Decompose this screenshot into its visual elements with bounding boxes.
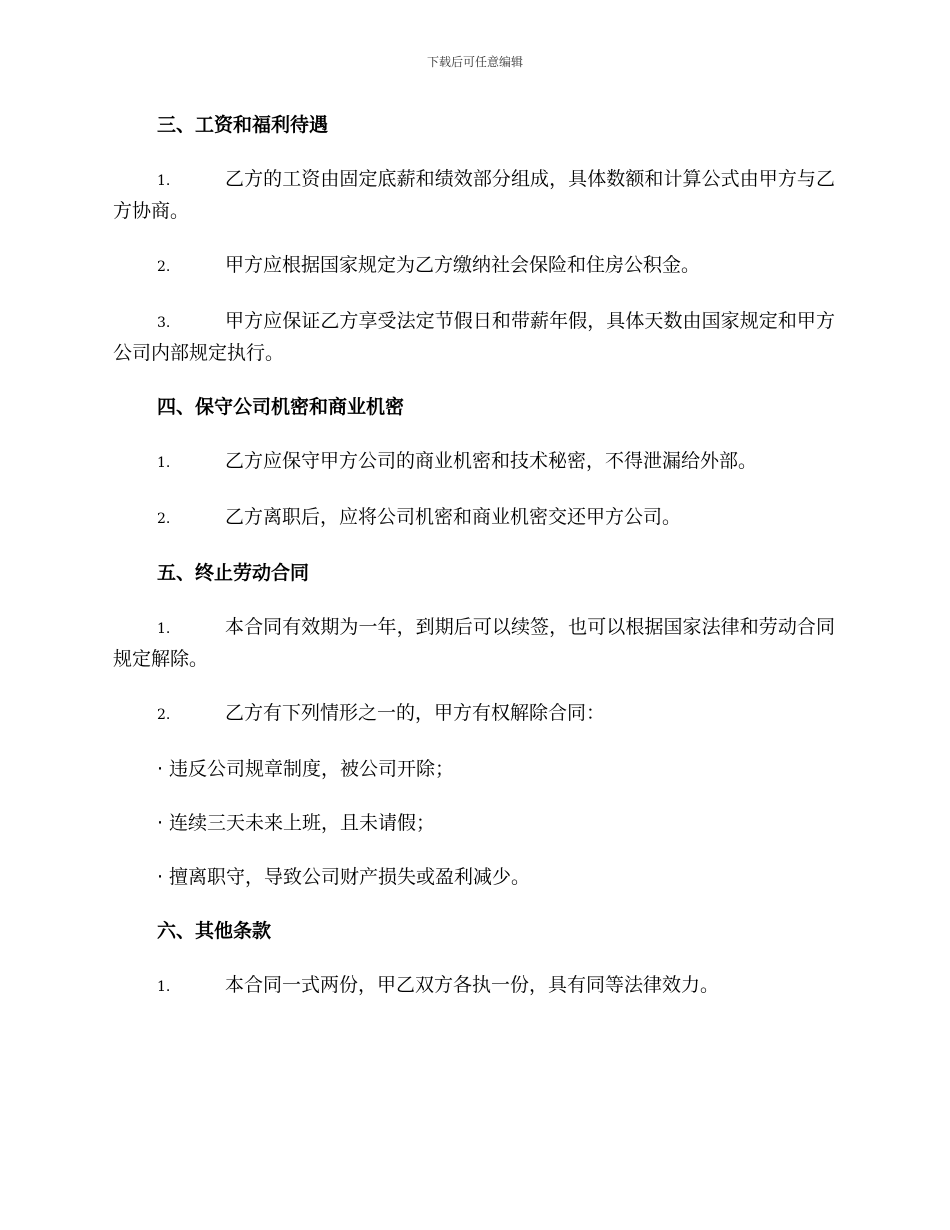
clause-item xyxy=(113,502,835,534)
clause-number: 1. xyxy=(157,455,171,471)
clause-item xyxy=(113,698,835,730)
clause-number: 3. xyxy=(157,315,171,331)
clause-text: 本合同一式两份，甲乙双方各执一份，具有同等法律效力。 xyxy=(225,974,720,996)
clause-item xyxy=(113,306,835,368)
bullet-text: 违反公司规章制度，被公司开除； xyxy=(169,758,455,780)
bullet-icon: · xyxy=(157,758,164,780)
section-heading: 六、其他条款 xyxy=(157,920,272,942)
clause-number: 1. xyxy=(157,621,171,637)
clause-text: 本合同有效期为一年，到期后可以续签，也可以根据国家法律和劳动合同规定解除。 xyxy=(113,616,835,670)
section-heading: 三、工资和福利待遇 xyxy=(157,114,329,136)
bullet-item xyxy=(113,754,835,784)
clause-text: 乙方离职后，应将公司机密和商业机密交还甲方公司。 xyxy=(225,506,682,528)
clause-text: 乙方有下列情形之一的，甲方有权解除合同： xyxy=(225,702,606,724)
bullet-icon: · xyxy=(157,866,164,888)
bullet-icon: · xyxy=(157,812,164,834)
section-heading: 四、保守公司机密和商业机密 xyxy=(157,396,405,418)
clause-item xyxy=(113,250,835,282)
clause-number: 1. xyxy=(157,979,171,995)
clause-item xyxy=(113,612,835,674)
clause-number: 2. xyxy=(157,511,171,527)
clause-item xyxy=(113,446,835,478)
clause-text: 乙方的工资由固定底薪和绩效部分组成，具体数额和计算公式由甲方与乙方协商。 xyxy=(113,168,835,222)
clause-text: 甲方应根据国家规定为乙方缴纳社会保险和住房公积金。 xyxy=(225,254,701,276)
bullet-item xyxy=(113,808,835,838)
clause-item xyxy=(113,970,835,1002)
section-heading: 五、终止劳动合同 xyxy=(157,562,310,584)
bullet-text: 连续三天未来上班，且未请假； xyxy=(169,812,436,834)
page-header: 下载后可任意编辑 xyxy=(426,55,523,69)
clause-number: 2. xyxy=(157,259,171,275)
bullet-text: 擅离职守，导致公司财产损失或盈利减少。 xyxy=(169,866,531,888)
clause-text: 甲方应保证乙方享受法定节假日和带薪年假，具体天数由国家规定和甲方公司内部规定执行。 xyxy=(113,310,835,364)
clause-text: 乙方应保守甲方公司的商业机密和技术秘密，不得泄漏给外部。 xyxy=(225,450,758,472)
clause-number: 2. xyxy=(157,707,171,723)
bullet-item xyxy=(113,862,835,892)
clause-number: 1. xyxy=(157,173,171,189)
clause-item xyxy=(113,164,835,226)
document-body xyxy=(113,110,835,1026)
